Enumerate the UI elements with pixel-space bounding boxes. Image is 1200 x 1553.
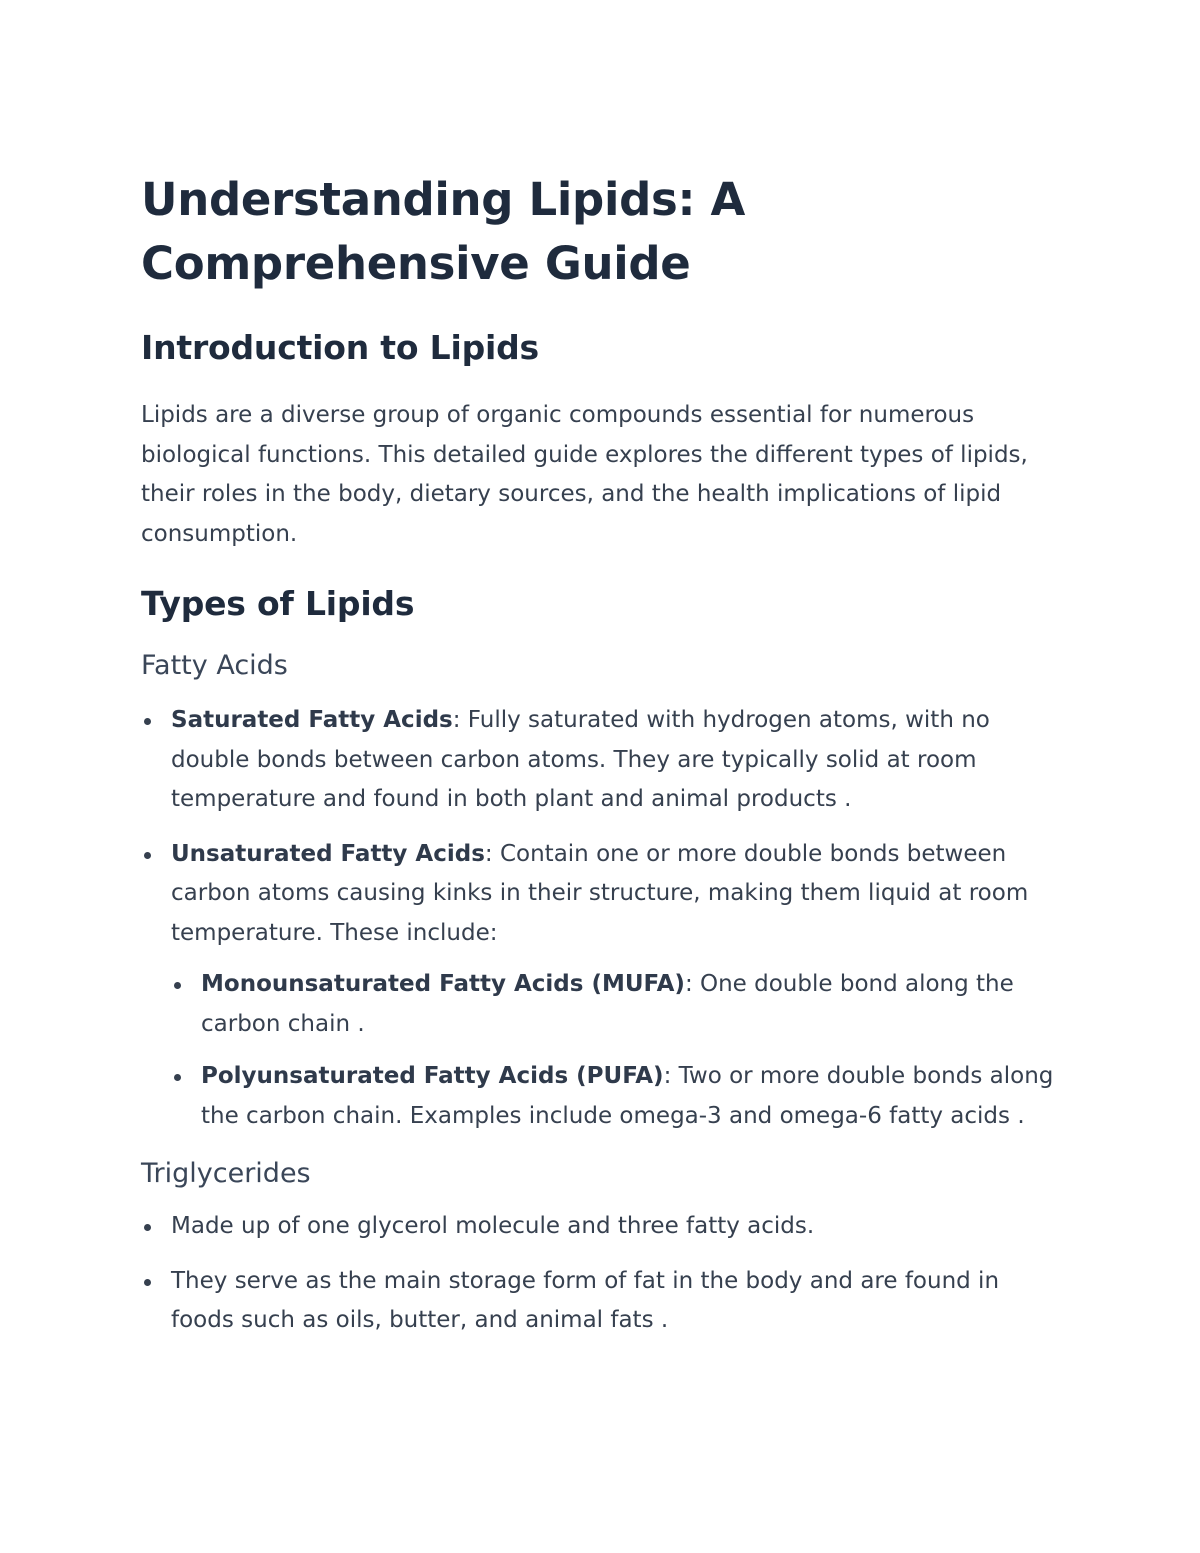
introduction-paragraph: Lipids are a diverse group of organic compounds essential for numerous biological functions. This detailed guide explores the different types of lipids, their roles in the body, dietary sources, and the health implications of lipid consumption. [141, 402, 1028, 547]
document-title: Understanding Lipids: A Comprehensive Guide [141, 173, 746, 290]
heading-triglycerides: Triglycerides [141, 1158, 311, 1189]
heading-types-of-lipids: Types of Lipids [141, 584, 415, 623]
unsaturated-sub-list [171, 965, 1061, 1136]
fatty-acids-list [141, 701, 1061, 1136]
list-item-mufa [171, 965, 1061, 1044]
triglycerides-list [141, 1207, 1061, 1341]
heading-fatty-acids: Fatty Acids [141, 650, 288, 681]
document-page [141, 168, 1061, 1356]
heading-introduction: Introduction to Lipids [141, 328, 539, 367]
list-item-triglyceride-2: They serve as the main storage form of fat in the body and are found in foods such as oils, butter, and animal fats . [141, 1262, 1061, 1341]
text-pufa: : Two or more double bonds along the carbon chain. Examples include omega-3 and omega-6 fatty acids . [201, 1063, 1054, 1129]
list-item-unsaturated [141, 835, 1061, 1137]
text-unsaturated: : Contain one or more double bonds between carbon atoms causing kinks in their structure, making them liquid at room temperature. These include: [171, 840, 1029, 946]
list-item-pufa [171, 1057, 1061, 1136]
text-saturated: : Fully saturated with hydrogen atoms, with no double bonds between carbon atoms. They are typically solid at room temperature and found in both plant and animal products . [171, 707, 990, 812]
term-pufa: Polyunsaturated Fatty Acids (PUFA) [201, 1063, 664, 1089]
text-mufa: : One double bond along the carbon chain . [201, 971, 1014, 1037]
list-item-saturated [141, 701, 1061, 820]
list-item-triglyceride-1: Made up of one glycerol molecule and three fatty acids. [141, 1207, 1061, 1247]
term-unsaturated: Unsaturated Fatty Acids [171, 840, 485, 867]
term-mufa: Monounsaturated Fatty Acids (MUFA) [201, 971, 685, 997]
term-saturated: Saturated Fatty Acids [171, 707, 453, 733]
